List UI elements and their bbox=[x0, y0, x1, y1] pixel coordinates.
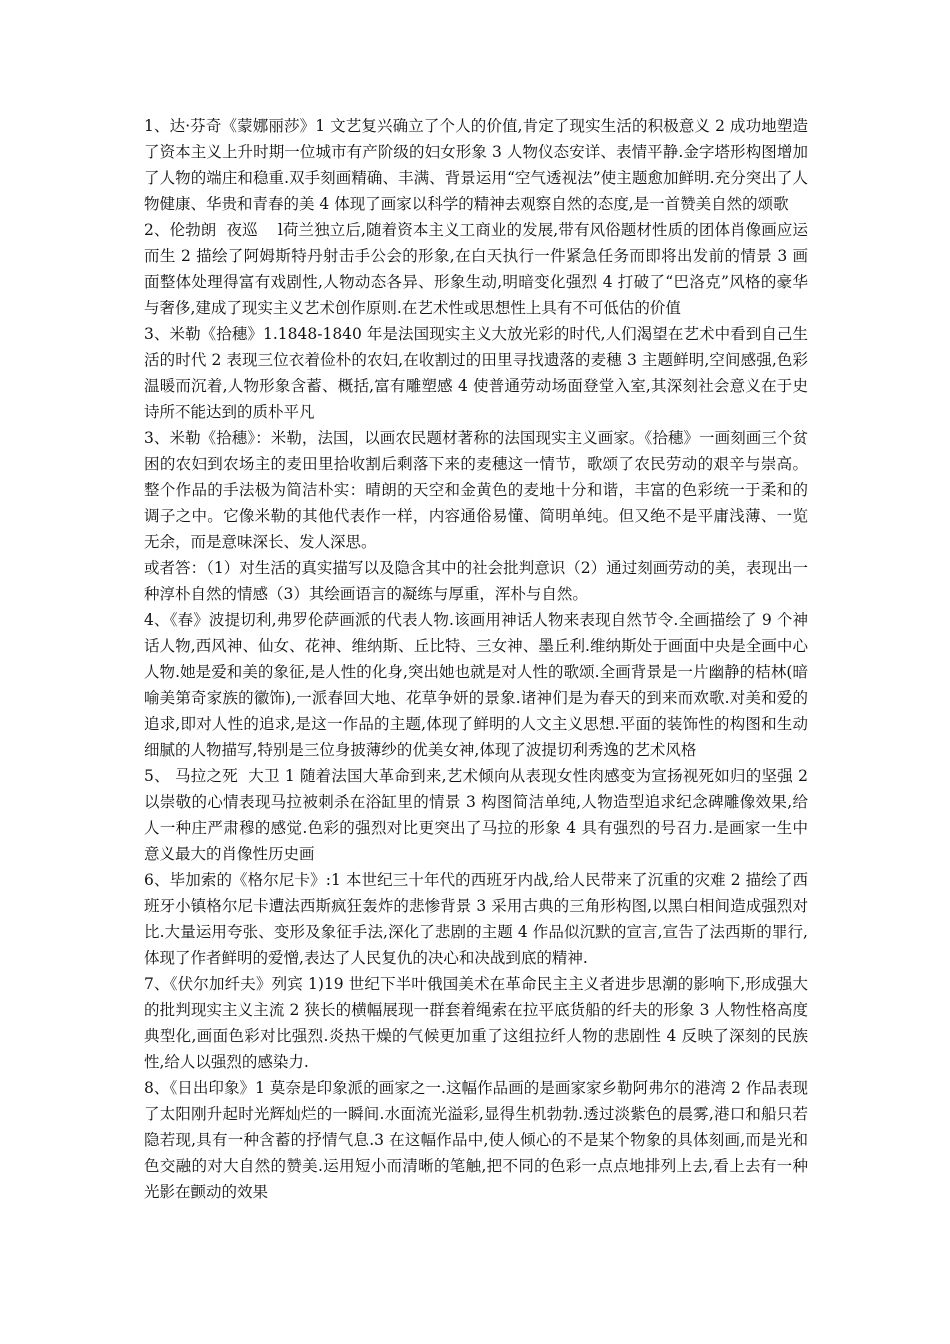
paragraph-david-death-of-marat: 5、 马拉之死 大卫 1 随着法国大革命到来,艺术倾向从表现女性肉感变为宣扬视死如归的坚强 2 以崇敬的心情表现马拉被刺杀在浴缸里的情景 3 构图简洁单纯,人物造型追求纪念碑雕像效果,给人一种庄严肃穆的感觉.色彩的强烈对比更突出了马拉的形象 4 具有强烈的号召力.是画家一生中意义最大的肖像性历史画 bbox=[144, 767, 813, 863]
paragraph-millet-gleaners-1: 3、米勒《拾穗》1.1848-1840 年是法国现实主义大放光彩的时代,人们渴望在艺术中看到自己生活的时代 2 表现三位衣着俭朴的农妇,在收割过的田里寻找遗落的麦穗 3 主题鲜明,空间感强,色彩温暖而沉着,人物形象含蓄、概括,富有雕塑感 4 使普通劳动场面登堂入室,其深刻社会意义在于史诗所不能达到的质朴平凡 bbox=[144, 325, 808, 421]
paragraph-botticelli-spring: 4、《春》波提切利,弗罗伦萨画派的代表人物.该画用神话人物来表现自然节令.全画描绘了 9 个神话人物,西风神、仙女、花神、维纳斯、丘比特、三女神、墨丘利.维纳斯处于画面中央是全画中心人物.她是爱和美的象征,是人性的化身,突出她也就是对人性的歌颂.全画背景是一片幽静的桔林(暗喻美第奇家族的徽饰),一派春回大地、花草争妍的景象.诸神们是为春天的到来而欢歌.对美和爱的追求,即对人性的追求,是这一作品的主题,体现了鲜明的人文主义思想.平面的装饰性的构图和生动细腻的人物描写,特别是三位身披薄纱的优美女神,体现了波提切利秀逸的艺术风格 bbox=[144, 611, 808, 759]
paragraph-picasso-guernica: 6、毕加索的《格尔尼卡》:1 本世纪三十年代的西班牙内战,给人民带来了沉重的灾难 2 描绘了西班牙小镇格尔尼卡遭法西斯疯狂轰炸的悲惨背景 3 采用古典的三角形构图,以黑白相间造成强烈对比.大量运用夸张、变形及象征手法,深化了悲剧的主题 4 作品似沉默的宣言,宣告了法西斯的罪行,体现了作者鲜明的爱憎,表达了人民复仇的决心和决战到底的精神. bbox=[144, 871, 808, 967]
paragraph-millet-gleaners-2: 3、米勒《拾穗》：米勒，法国，以画农民题材著称的法国现实主义画家。《拾穗》一画刻画三个贫困的农妇到农场主的麦田里拾收割后剩落下来的麦穗这一情节，歌颂了农民劳动的艰辛与崇高。整个作品的手法极为简洁朴实：晴朗的天空和金黄色的麦地十分和谐，丰富的色彩统一于柔和的调子之中。它像米勒的其他代表作一样，内容通俗易懂、简明单纯。但又绝不是平庸浅薄、一览无余，而是意味深长、发人深思。 bbox=[144, 429, 808, 551]
paragraph-alternative-answer: 或者答：（1）对生活的真实描写以及隐含其中的社会批判意识（2）通过刻画劳动的美，表现出一种淳朴自然的情感（3）其绘画语言的凝练与厚重，浑朴与自然。 bbox=[144, 559, 808, 603]
paragraph-monet-impression-sunrise: 8、《日出印象》1 莫奈是印象派的画家之一.这幅作品画的是画家家乡勒阿弗尔的港湾 2 作品表现了太阳刚升起时光辉灿烂的一瞬间.水面流光溢彩,显得生机勃勃.透过淡紫色的晨雾,港口和船只若隐若现,具有一种含蓄的抒情气息.3 在这幅作品中,使人倾心的不是某个物象的具体刻画,而是光和色交融的对大自然的赞美.运用短小而清晰的笔触,把不同的色彩一点点地排列上去,看上去有一种光影在颤动的效果 bbox=[144, 1079, 808, 1201]
paragraph-rembrandt-night-watch: 2、伦勃朗 夜巡 l荷兰独立后,随着资本主义工商业的发展,带有风俗题材性质的团体肖像画应运而生 2 描绘了阿姆斯特丹射击手公会的形象,在白天执行一件紧急任务而即将出发前的情景 3 画面整体处理得富有戏剧性,人物动态各异、形象生动,明暗变化强烈 4 打破了“巴洛克”风格的豪华与奢侈,建成了现实主义艺术创作原则.在艺术性或思想性上具有不可低估的价值 bbox=[144, 221, 808, 317]
paragraph-davinci-mona-lisa: 1、达·芬奇《蒙娜丽莎》1 文艺复兴确立了个人的价值,肯定了现实生活的积极意义 2 成功地塑造了资本主义上升时期一位城市有产阶级的妇女形象 3 人物仪态安详、表情平静.金字塔形构图增加了人物的端庄和稳重.双手刻画精确、丰满、背景运用“空气透视法”使主题愈加鲜明.充分突出了人物健康、华贵和青春的美 4 体现了画家以科学的精神去观察自然的态度,是一首赞美自然的颂歌 bbox=[144, 117, 808, 213]
paragraph-repin-volga-boatmen: 7、《伏尔加纤夫》列宾 1)19 世纪下半叶俄国美术在革命民主主义者进步思潮的影响下,形成强大的批判现实主义主流 2 狭长的横幅展现一群套着绳索在拉平底货船的纤夫的形象 3 人物性格高度典型化,画面色彩对比强烈.炎热干燥的气候更加重了这组拉纤人物的悲剧性 4 反映了深刻的民族性,给人以强烈的感染力. bbox=[144, 975, 808, 1071]
document-body bbox=[144, 113, 813, 1205]
